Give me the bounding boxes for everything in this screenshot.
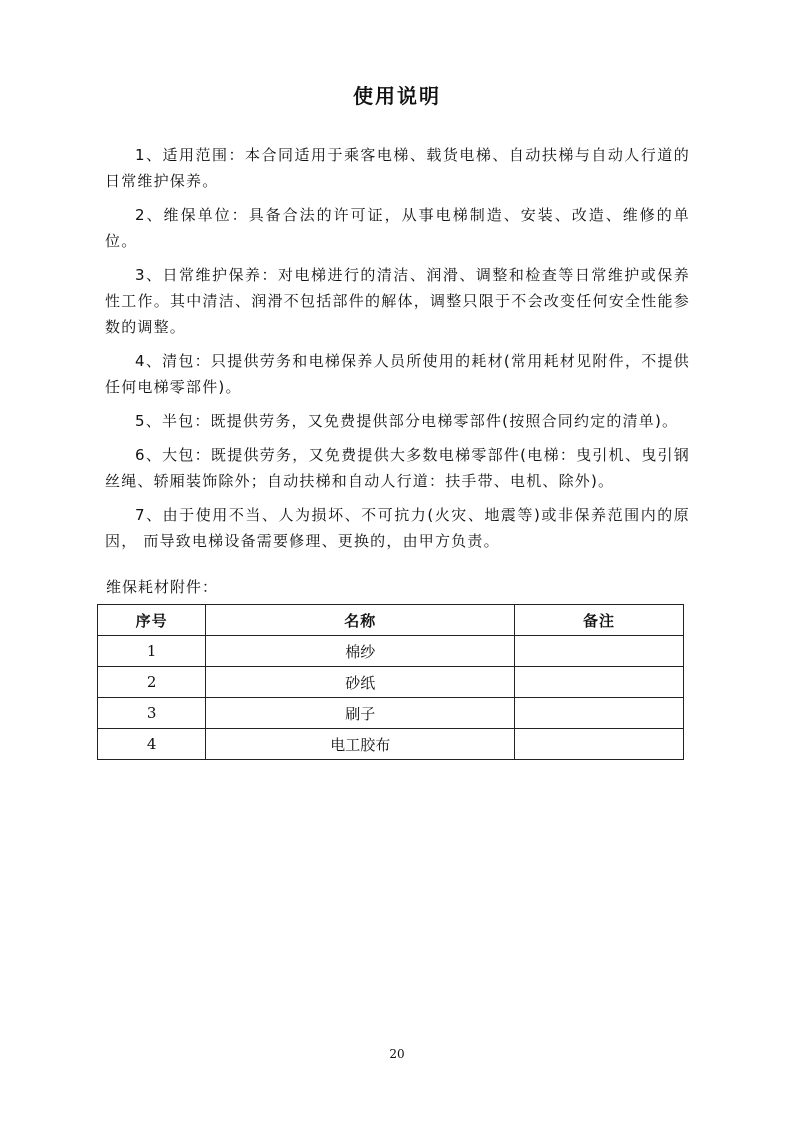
row-no: 4 [98,729,206,760]
clause-half-package: 5、半包：既提供劳务，又免费提供部分电梯零部件(按照合同约定的清单)。 [135,412,679,430]
page-number: 20 [389,1047,405,1061]
row-remark [515,667,684,698]
row-name: 刷子 [206,698,515,729]
clause-daily-maintenance: 3、日常维护保养：对电梯进行的清洁、润滑、调整和检查等日常维护或保养性工作。其中清洁、润滑不包括部件的解体，调整只限于不会改变任何安全性能参数的调整。 [105,266,690,336]
clause-scope: 1、适用范围：本合同适用于乘客电梯、载货电梯、自动扶梯与自动人行道的日常维护保养。 [105,146,690,190]
consumables-table [97,604,684,760]
row-name: 电工胶布 [206,729,515,760]
row-no: 3 [98,698,206,729]
row-remark [515,636,684,667]
table-row [98,698,684,729]
header-name: 名称 [206,605,515,636]
table-header-row [98,605,684,636]
clause-liability: 7、由于使用不当、人为损坏、不可抗力(火灾、地震等)或非保养范围内的原因， 而导致电梯设备需要修理、更换的，由甲方负责。 [105,506,690,550]
clause-maintenance-unit: 2、维保单位：具备合法的许可证，从事电梯制造、安装、改造、维修的单位。 [105,206,690,250]
header-remark: 备注 [515,605,684,636]
table-row [98,667,684,698]
clause-labor-only: 4、清包：只提供劳务和电梯保养人员所使用的耗材(常用耗材见附件，不提供任何电梯零部件)。 [105,352,690,396]
instructions-body [105,142,690,562]
clause-full-package: 6、大包：既提供劳务，又免费提供大多数电梯零部件(电梯：曳引机、曳引钢丝绳、轿厢装饰除外；自动扶梯和自动人行道：扶手带、电机、除外)。 [105,446,690,490]
header-no: 序号 [98,605,206,636]
attachment-label: 维保耗材附件： [106,578,219,596]
table-row [98,636,684,667]
row-name: 棉纱 [206,636,515,667]
row-remark [515,698,684,729]
row-no: 1 [98,636,206,667]
row-remark [515,729,684,760]
row-name: 砂纸 [206,667,515,698]
row-no: 2 [98,667,206,698]
table-row [98,729,684,760]
page-title: 使用说明 [353,84,441,108]
